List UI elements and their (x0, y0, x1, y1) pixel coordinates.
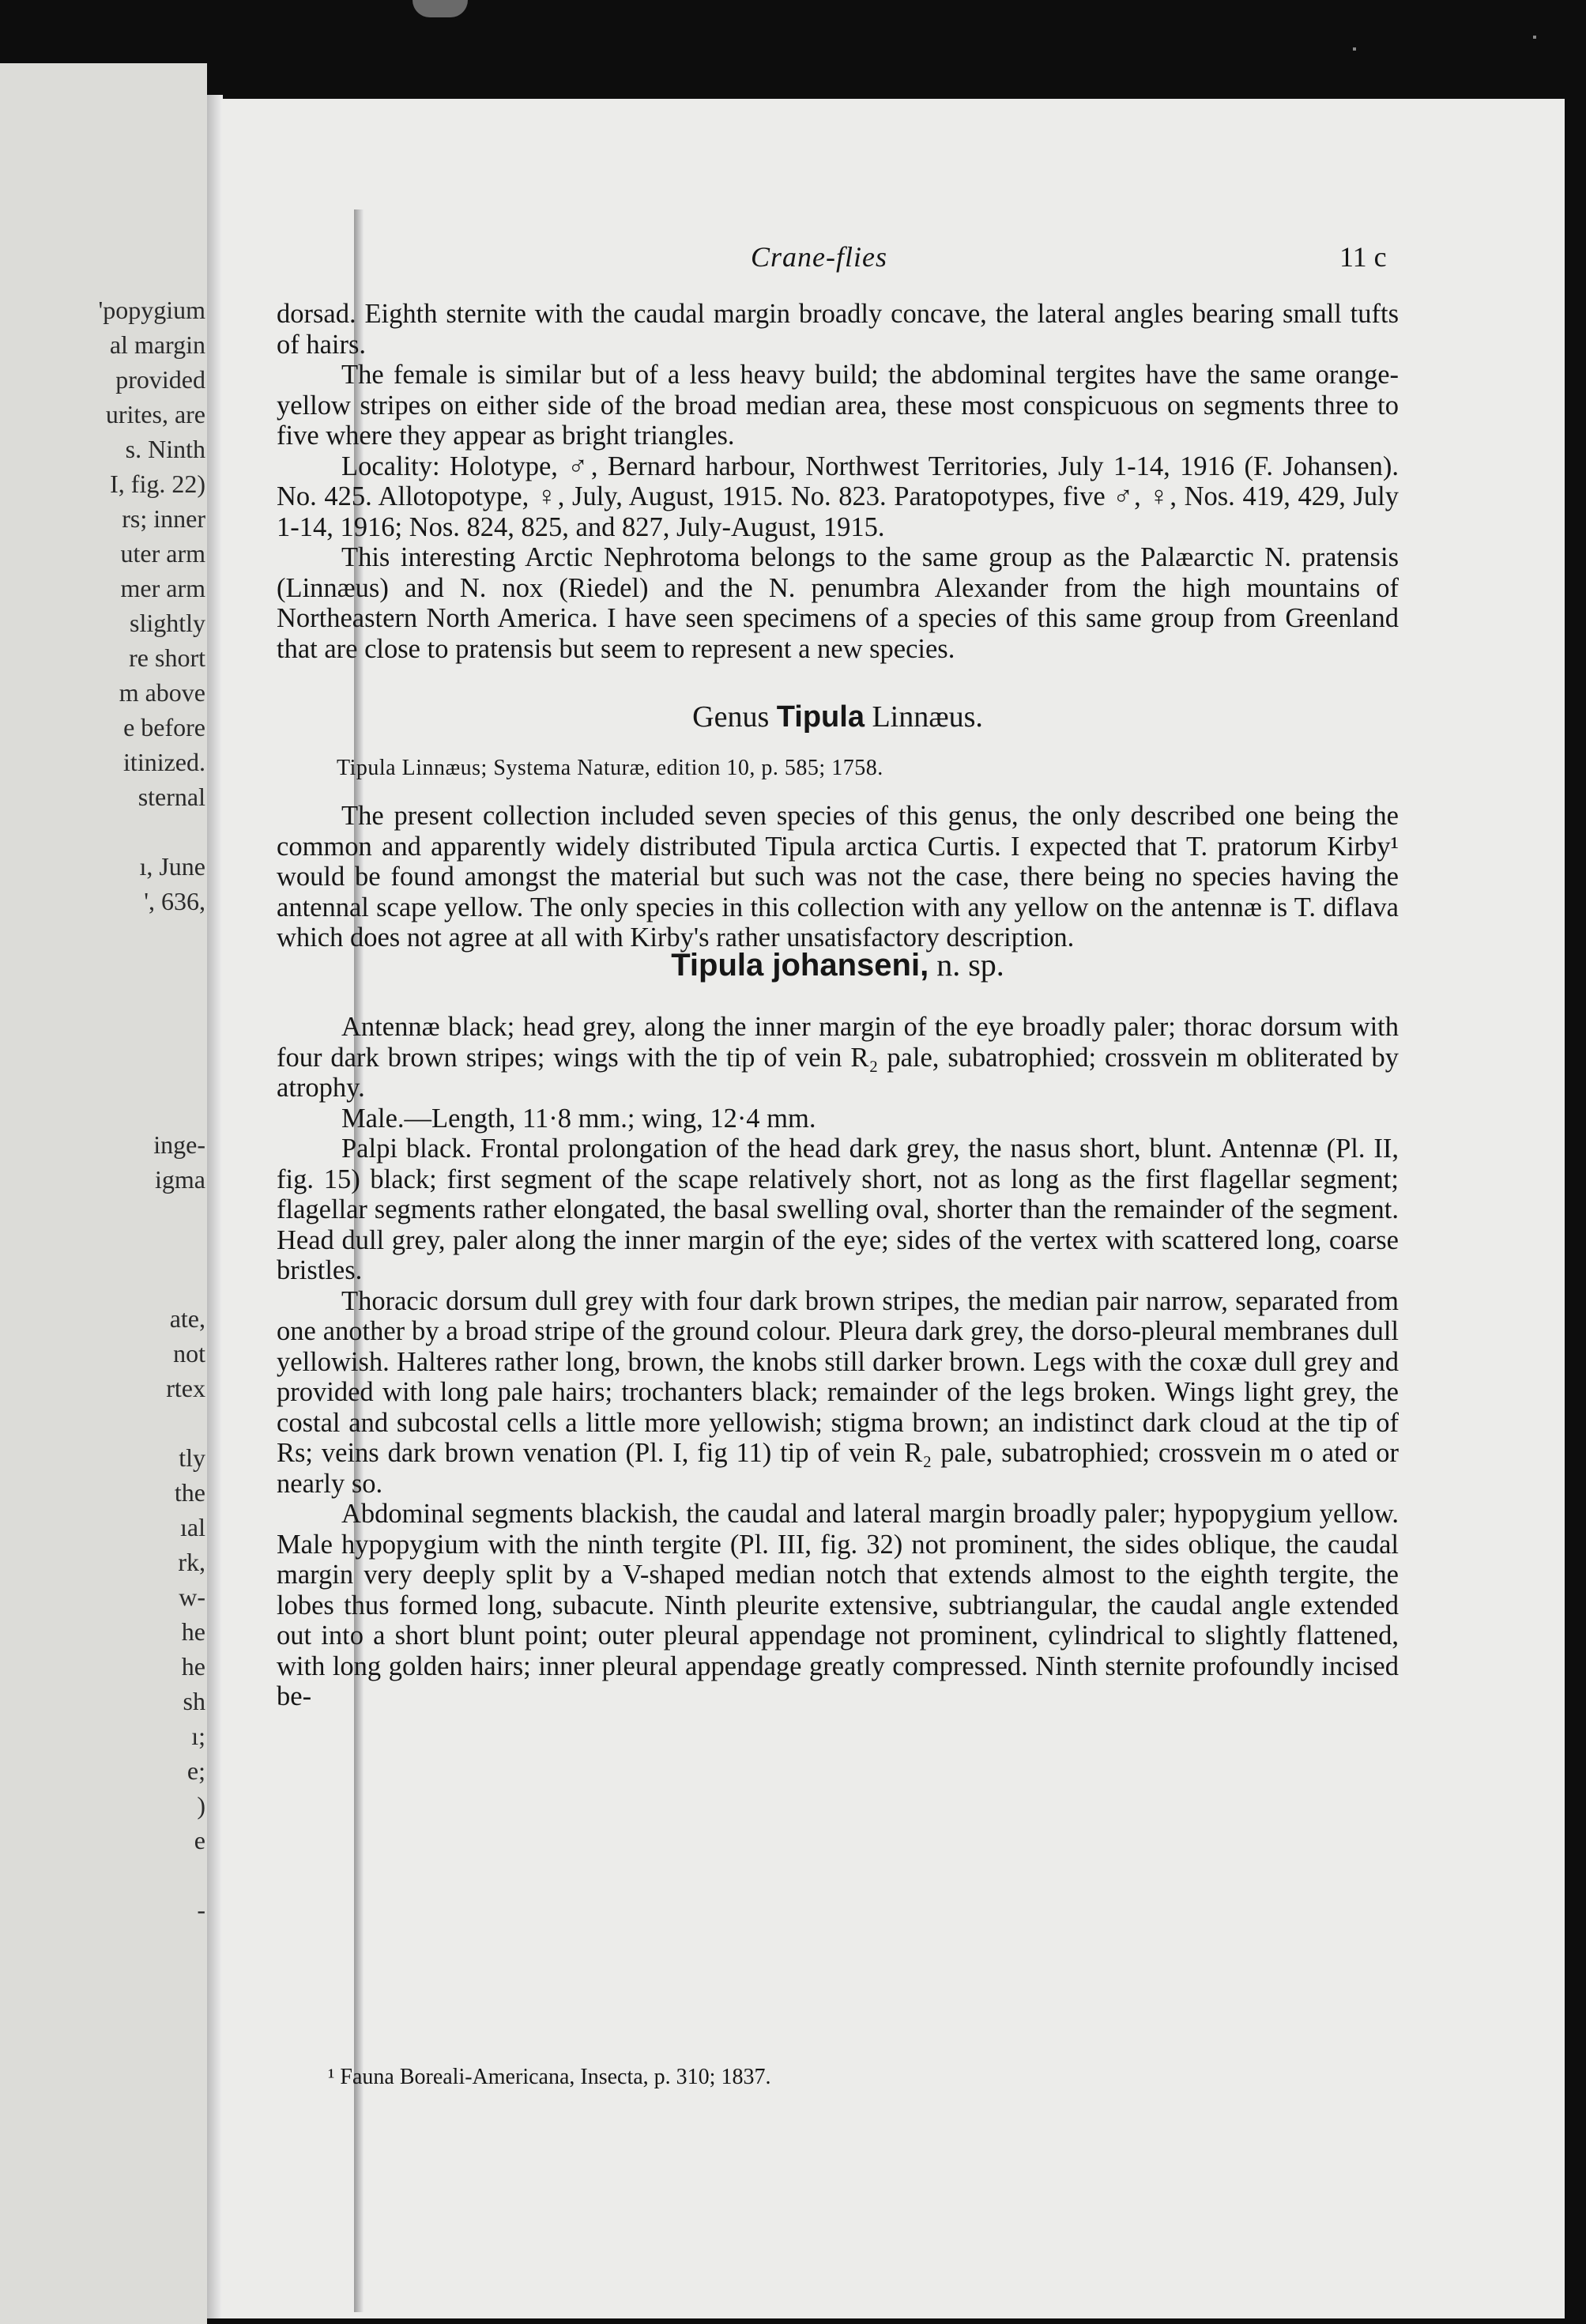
left-page-line (0, 988, 205, 1023)
paragraph: dorsad. Eighth sternite with the caudal margin broadly concave, the lateral angles bearing small tufts of hairs. (277, 299, 1399, 360)
scan-speck (1353, 47, 1356, 51)
diagnosis-paragraph: Antennæ black; head grey, along the inner margin of the eye broadly paler; thorac dorsum with four dark brown stripes; wings with the tip of vein R₂ pale, subatrophied; crossvein m obliterated by atrophy. (277, 1012, 1399, 1103)
left-page-line (0, 1232, 205, 1266)
left-page-text (0, 292, 205, 1927)
locality-paragraph: Locality: Holotype, ♂, Bernard harbour, Northwest Territories, July 1-14, 1916 (F. Johansen). No. 425. Allotopotype, ♀, July, August, 1915. No. 823. Paratopotypes, five ♂, ♀, Nos. 419, 429, July 1-14, 1916; Nos. 824, 825, and 827, July-August, 1915. (277, 451, 1399, 542)
paragraph: Thoracic dorsum dull grey with four dark brown stripes, the median pair narrow, separated from one another by a broad stripe of the ground colour. Pleura dark grey, the dorso-pleural membranes dull yellowish. Halteres rather long, brown, the knobs still darker brown. Legs with the coxæ dull grey and provided with long pale hairs; trochanters black; remainder of the legs broken. Wings light grey, the costal and subcostal cells a little more yellowish; stigma brown; an indistinct dark cloud at the tip of Rs; veins dark brown venation (Pl. I, fig 11) tip of vein R₂ pale, subatrophied; crossvein m o ated or nearly so. (277, 1285, 1399, 1499)
left-page-line: ate, (169, 1304, 205, 1333)
left-page-line (0, 1058, 205, 1092)
scan-speck (1533, 36, 1536, 39)
left-page-line: itinized. (123, 748, 205, 776)
left-page-line: igma (155, 1165, 205, 1194)
left-page-line: inge- (153, 1130, 205, 1159)
left-page-line: - (197, 1896, 205, 1924)
left-page-line: e; (186, 1756, 205, 1785)
footnote: ¹ Fauna Boreali-Americana, Insecta, p. 310; 1837. (328, 2065, 771, 2089)
book-gutter (207, 95, 223, 2318)
left-page-line: rk, (178, 1548, 205, 1576)
paragraph: This interesting Arctic Nephrotoma belongs to the same group as the Palæarctic N. pratensis (Linnæus) and N. nox (Riedel) and the N. penumbra Alexander from the high mountains of Northeastern North America. I have seen specimens of a species of this same group from Greenland that are close to pratensis but seem to represent a new species. (277, 542, 1399, 664)
left-page-line: slightly (129, 609, 205, 637)
left-page-line: uter arm (120, 539, 205, 568)
left-page-line (0, 1266, 205, 1301)
species-suffix: n. sp. (929, 946, 1004, 983)
paragraph: Abdominal segments blackish, the caudal and lateral margin broadly paler; hypopygium yellow. Male hypopygium with the ninth tergite (Pl. III, fig. 32) not prominent, the sides oblique, the caudal margin very deeply split by a V-shaped median notch that extends almost to the eighth tergite, the lobes thus formed long, subacute. Ninth pleurite extensive, subtriangular, the caudal angle extended out into a short blunt point; outer pleural appendage not prominent, cylindrical to slightly flattened, with long golden hairs; inner pleural appendage greatly compressed. Ninth sternite profoundly incised be- (277, 1499, 1399, 1711)
left-page-line: urites, are (105, 400, 205, 428)
paragraph: The present collection included seven species of this genus, the only described one being the common and apparently widely distributed Tipula arctica Curtis. I expected that T. pratorum Kirby¹ would be found amongst the material but such was not the case, there being no species having the antennal scape yellow. The only species in this collection with any yellow on the antennæ is T. diflava which does not agree at all with Kirby's rather unsatisfactory description. (277, 801, 1399, 953)
left-page-line: re short (129, 643, 205, 672)
left-page-line (0, 814, 205, 849)
left-page-line: ', 636, (144, 887, 205, 915)
species-heading (277, 946, 1399, 983)
left-page-line: w- (179, 1583, 205, 1611)
measurements-paragraph: Male.—Length, 11·8 mm.; wing, 12·4 mm. (341, 1103, 816, 1134)
left-page-line (0, 1858, 205, 1892)
left-page-line: he (181, 1652, 205, 1681)
species-name: Tipula johanseni, (671, 947, 929, 983)
body-text (277, 299, 1399, 1712)
genus-prefix: Genus (692, 700, 777, 734)
left-page-line: I, fig. 22) (110, 470, 205, 498)
left-page-line: mer arm (120, 574, 205, 602)
left-page-line: tly (179, 1443, 205, 1472)
paragraph: Palpi black. Frontal prolongation of the head dark grey, the nasus short, blunt. Antennæ (Pl. II, fig. 15) black; first segment of the scape relatively short, not as long as the first flagellar segment; flagellar segments rather elongated, the basal swelling oval, shorter than the remainder of the segment. Head dull grey, paler along the inner margin of the eye; sides of the vertex with scattered long, coarse bristles. (277, 1134, 1399, 1285)
genus-author: Linnæus. (864, 700, 983, 734)
running-head: Crane-flies (751, 241, 887, 273)
left-page-line: ı, June (139, 852, 205, 881)
left-page-line: not (173, 1339, 205, 1368)
left-page-line: 'popygium (98, 296, 205, 324)
left-page-line (0, 1197, 205, 1232)
left-page-line: e (194, 1826, 205, 1854)
left-page-line: e before (123, 713, 205, 741)
genus-heading (277, 702, 1399, 733)
binding-ornament (413, 0, 468, 17)
left-page-line (0, 919, 205, 953)
genus-name: Tipula (776, 700, 865, 734)
left-page-line (0, 1405, 205, 1440)
left-page-line: rtex (166, 1374, 205, 1402)
paragraph: The female is similar but of a less heavy build; the abdominal tergites have the same orange-yellow stripes on either side of the broad median area, these most conspicuous on segments three to five where they appear as bright triangles. (277, 360, 1399, 451)
left-page-line: s. Ninth (125, 435, 205, 463)
left-page-line: provided (115, 365, 205, 394)
left-page-line: al margin (109, 330, 205, 359)
left-page-line: ı; (191, 1722, 205, 1750)
left-page-line: sh (183, 1687, 205, 1715)
left-page-line (0, 953, 205, 988)
left-page (0, 63, 207, 2324)
left-page-line: ıal (180, 1513, 205, 1541)
left-page-line: rs; inner (122, 504, 205, 533)
left-page-line (0, 1023, 205, 1058)
left-page-line: he (181, 1617, 205, 1646)
left-page-line: ) (197, 1791, 205, 1820)
left-page-line: sternal (138, 783, 205, 811)
left-page-line: m above (119, 678, 205, 707)
genus-citation: Tipula Linnæus; Systema Naturæ, edition 10, p. 585; 1758. (337, 755, 883, 780)
page-number: 11 c (1339, 241, 1387, 273)
left-page-line: the (174, 1478, 205, 1507)
left-page-line (0, 1092, 205, 1127)
